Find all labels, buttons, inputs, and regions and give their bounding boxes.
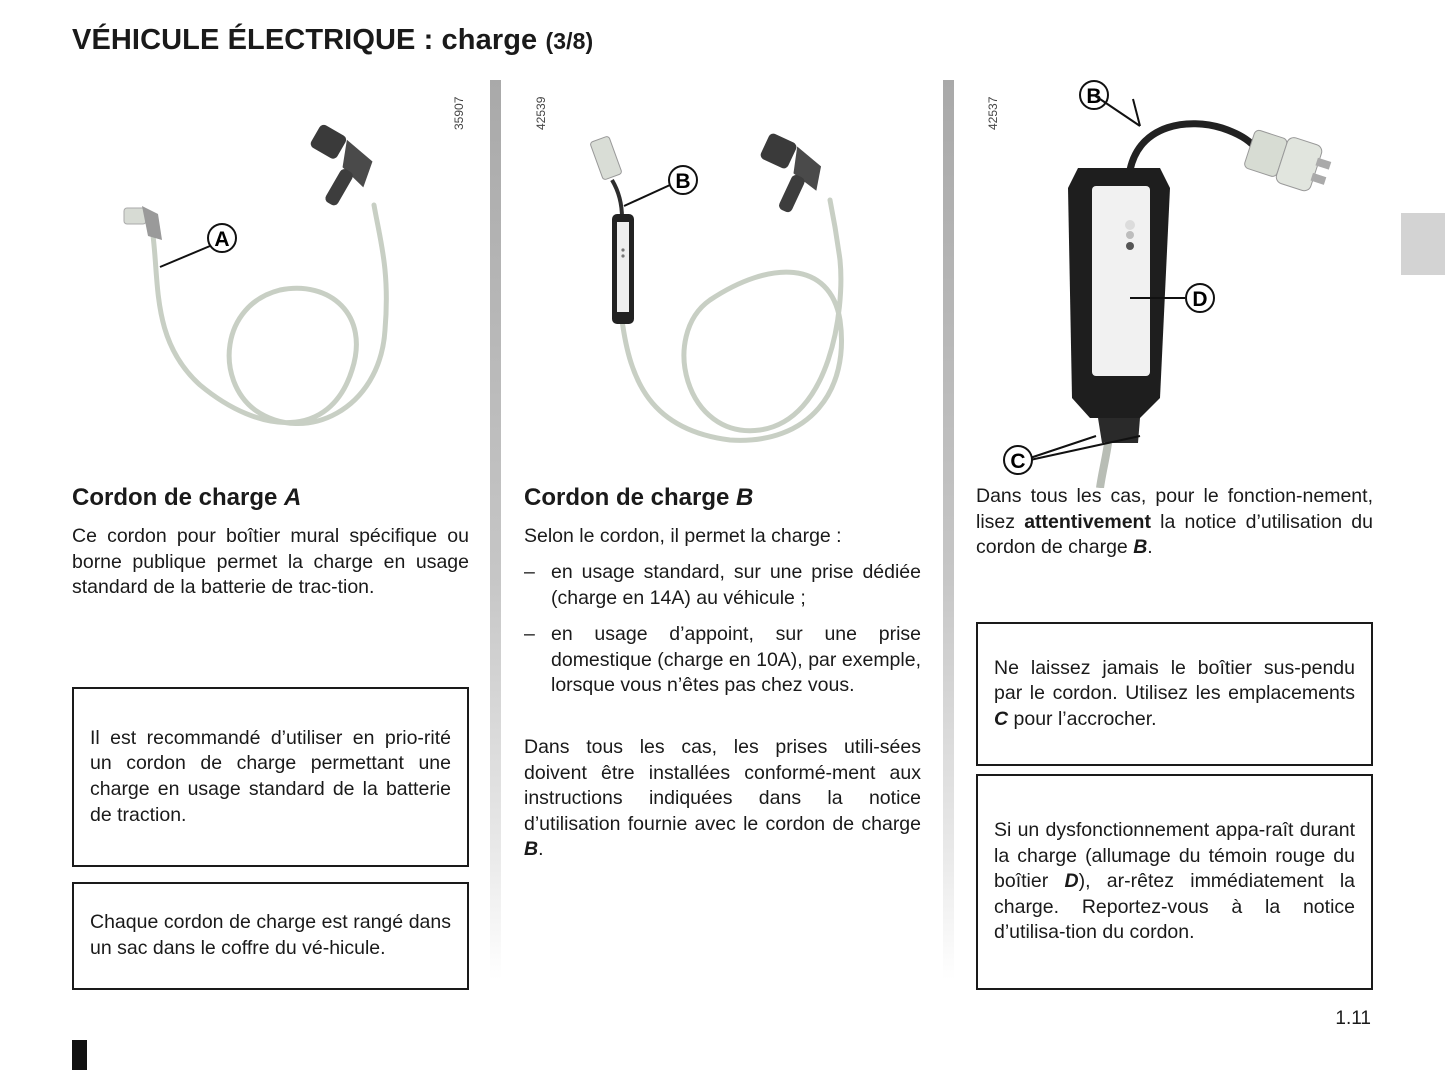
figure-number: 42537 — [986, 96, 1000, 130]
figure-number: 42539 — [534, 96, 548, 130]
manual-reading-note: Dans tous les cas, pour le fonction-nement, lisez attentivement la notice d’utilisation du cordon de charge B. — [976, 485, 1374, 559]
charging-cable-b-illustration — [540, 110, 880, 450]
page-title — [72, 24, 593, 57]
callout-d-letter: D — [1192, 288, 1208, 311]
cable-b-intro: Selon le cordon, il permet la charge : — [524, 525, 842, 547]
charging-cable-a-illustration — [90, 110, 420, 450]
callout-b-letter: B — [675, 170, 691, 193]
usage-list-item: – en usage d’appoint, sur une prise domestique (charge en 10A), par exemple, lorsque vous n’êtes pas chez vous. — [524, 623, 921, 697]
page-number: 1.11 — [1335, 1008, 1371, 1029]
section-heading-cable-a: Cordon de charge A — [72, 484, 302, 511]
cable-a-description: Ce cordon pour boîtier mural spécifique ou borne publique permet la charge en usage standard de la batterie de trac-tion. — [72, 525, 469, 599]
callout-b-letter: B — [1086, 85, 1102, 108]
note-box-recommendation: Il est recommandé d’utiliser en prio-rité un cordon de charge permettant une charge en usage standard de la batterie de traction. — [72, 687, 469, 867]
note-box-malfunction-warning: Si un dysfonctionnement appa-raît durant la charge (allumage du témoin rouge du boîtier D), ar-rêtez immédiatement la charge. Reportez-vous à la notice d’utilisa-tion du cordon. — [976, 774, 1373, 990]
callout-c-letter: C — [1010, 450, 1026, 473]
section-tab-marker — [1401, 213, 1445, 275]
column-divider — [490, 80, 501, 980]
usage-list-item: – en usage standard, sur une prise dédiée (charge en 14A) au véhicule ; — [524, 561, 921, 609]
title-main: VÉHICULE ÉLECTRIQUE : charge — [72, 24, 538, 56]
callout-a-letter: A — [214, 228, 230, 251]
control-box-illustration — [990, 78, 1390, 488]
note-box-hanging-warning: Ne laissez jamais le boîtier sus-pendu par le cordon. Utilisez les emplacements C pour l’accrocher. — [976, 622, 1373, 766]
note-box-storage: Chaque cordon de charge est rangé dans un sac dans le coffre du vé-hicule. — [72, 882, 469, 990]
cable-b-installation-note: Dans tous les cas, les prises utili-sées doivent être installées conformé-ment aux instructions indiquées dans la notice d’utilisation fournie avec le cordon de charge B. — [524, 736, 921, 861]
section-heading-cable-b: Cordon de charge B — [524, 484, 754, 511]
corner-mark — [72, 1040, 87, 1070]
column-divider — [943, 80, 954, 980]
title-part: (3/8) — [545, 28, 594, 54]
figure-number: 35907 — [452, 96, 466, 130]
